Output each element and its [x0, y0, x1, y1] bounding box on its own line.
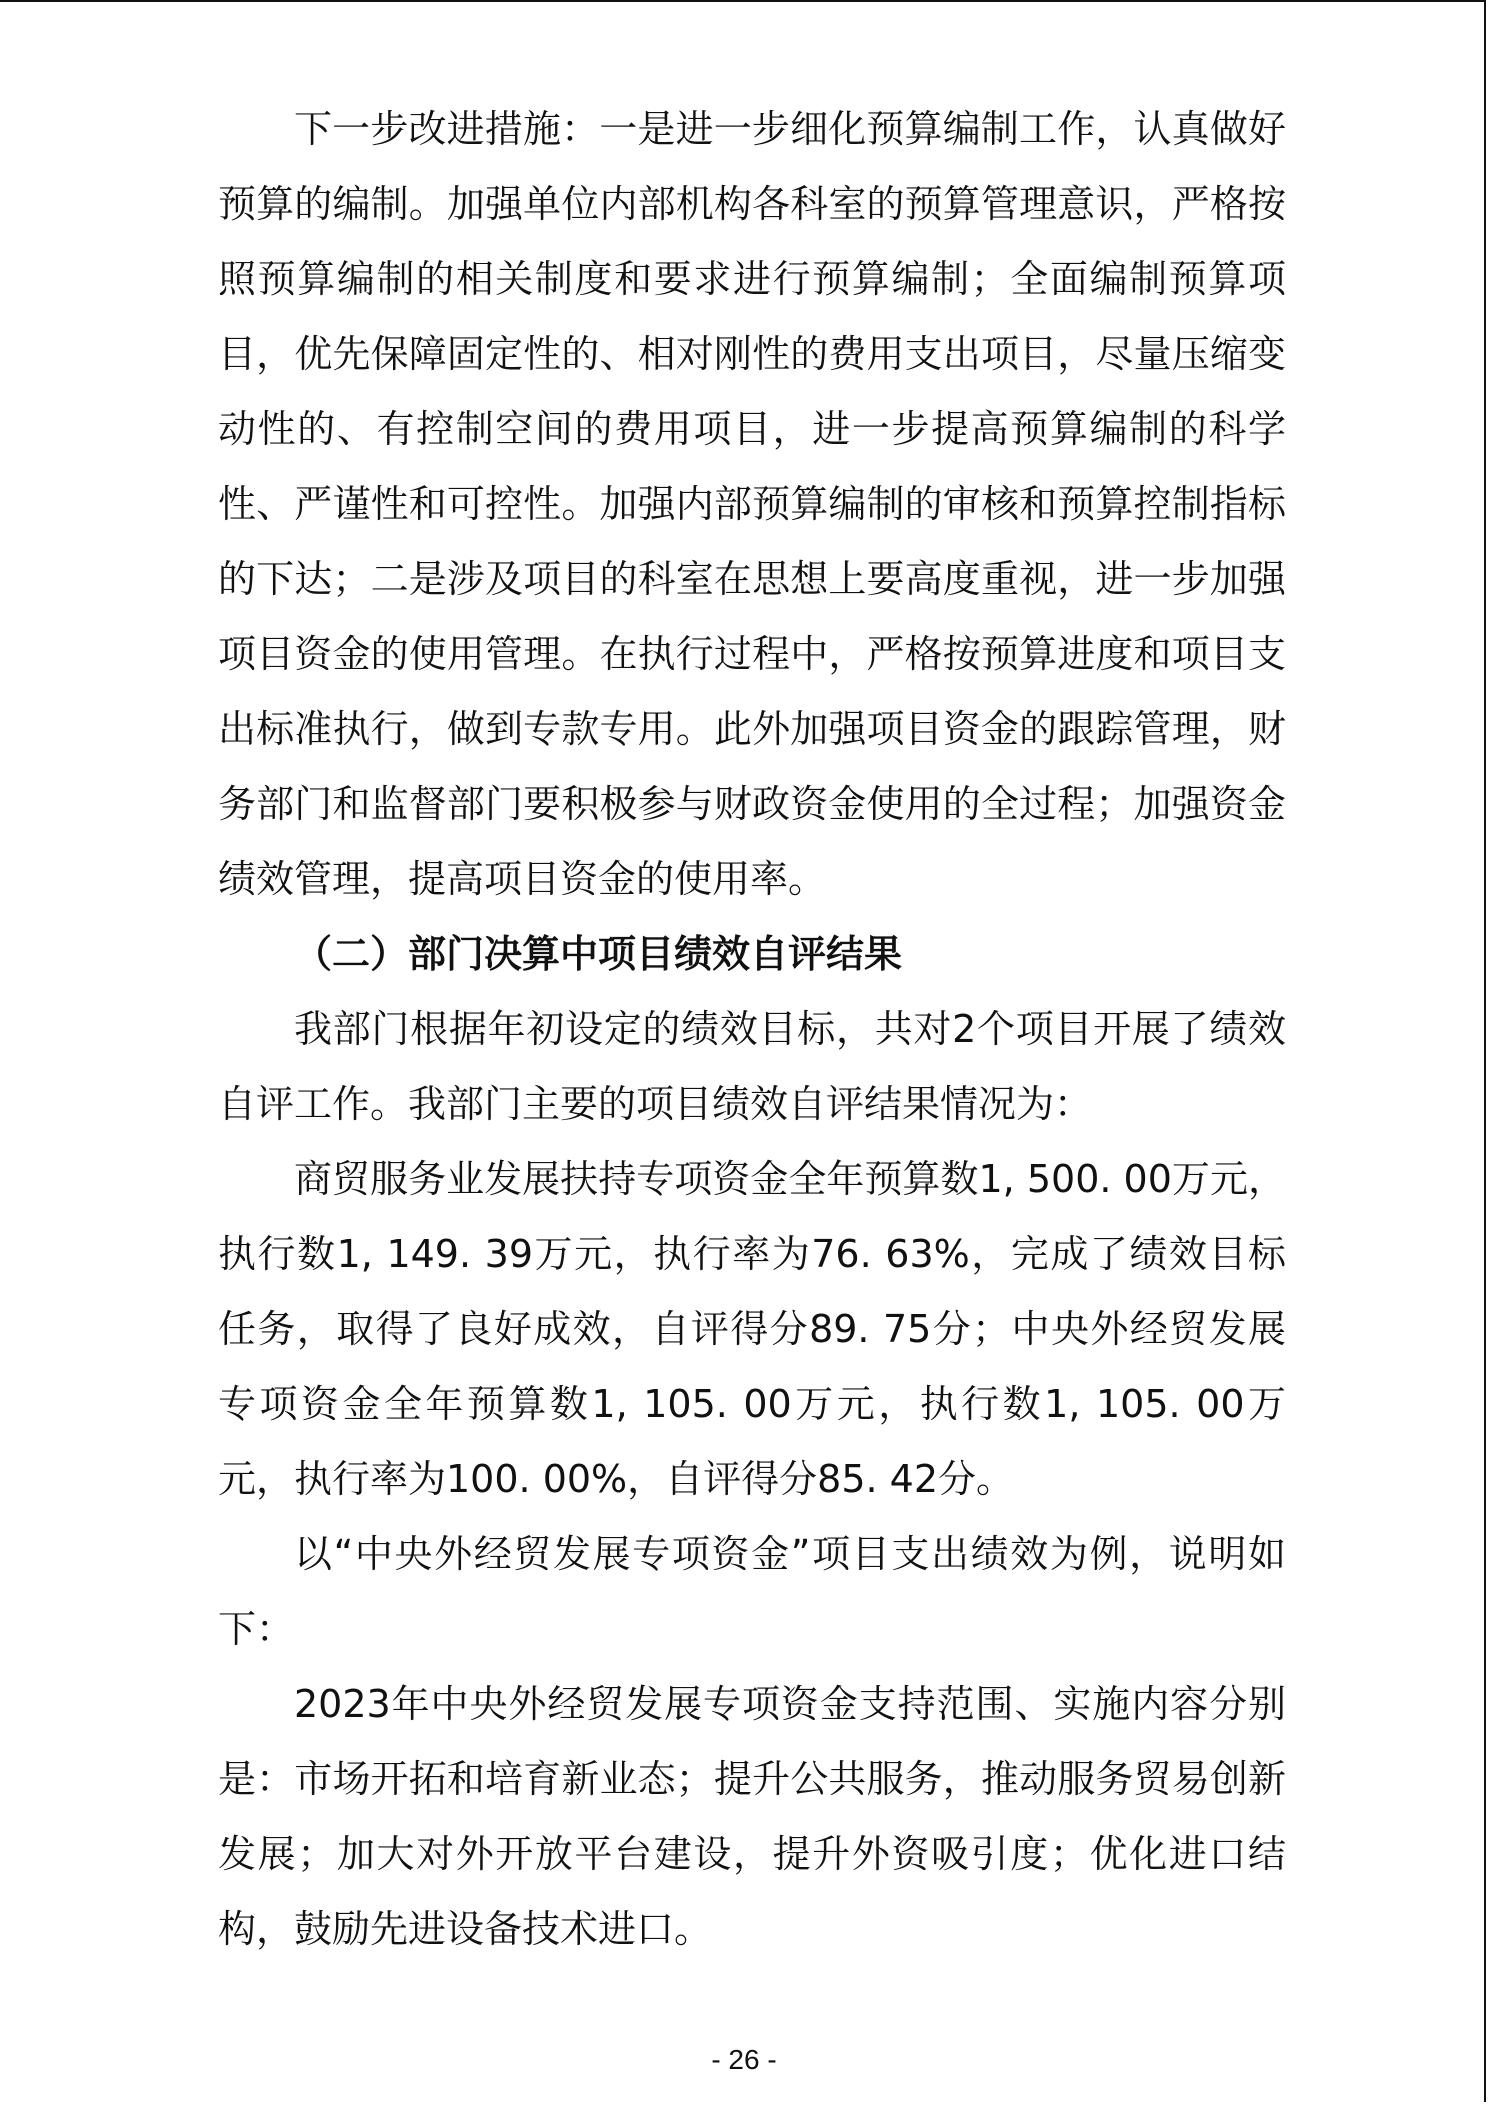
section-heading: （二）部门决算中项目绩效自评结果 — [294, 932, 903, 976]
paragraph-self-evaluation-intro: 我部门根据年初设定的绩效目标，共对2个项目开展了绩效自评工作。我部门主要的项目绩效自评结果情况为： — [218, 1007, 1286, 1126]
paragraph-project-results: 商贸服务业发展扶持专项资金全年预算数1, 500. 00万元，执行数1, 149. 39万元，执行率为76. 63%，完成了绩效目标任务，取得了良好成效，自评得分89. 75分；中央外经贸发展专项资金全年预算数1, 105. 00万元，执行数1, 105. 00万元，执行率为100. 00%，自评得分85. 42分。 — [218, 1157, 1286, 1501]
paragraph-support-scope: 2023年中央外经贸发展专项资金支持范围、实施内容分别是：市场开拓和培育新业态；提升公共服务，推动服务贸易创新发展；加大对外开放平台建设，提升外资吸引度；优化进口结构，鼓励先进设备技术进口。 — [218, 1682, 1286, 1951]
page-number: - 26 - — [711, 2044, 777, 2075]
document-body — [218, 92, 1286, 1967]
paragraph-example-intro: 以“中央外经贸发展专项资金”项目支出绩效为例，说明如下： — [218, 1532, 1286, 1651]
paragraph-improvement-measures: 下一步改进措施：一是进一步细化预算编制工作，认真做好预算的编制。加强单位内部机构各科室的预算管理意识，严格按照预算编制的相关制度和要求进行预算编制；全面编制预算项目，优先保障固定性的、相对刚性的费用支出项目，尽量压缩变动性的、有控制空间的费用项目，进一步提高预算编制的科学性、严谨性和可控性。加强内部预算编制的审核和预算控制指标的下达；二是涉及项目的科室在思想上要高度重视，进一步加强项目资金的使用管理。在执行过程中，严格按预算进度和项目支出标准执行，做到专款专用。此外加强项目资金的跟踪管理，财务部门和监督部门要积极参与财政资金使用的全过程；加强资金绩效管理，提高项目资金的使用率。 — [218, 107, 1286, 901]
